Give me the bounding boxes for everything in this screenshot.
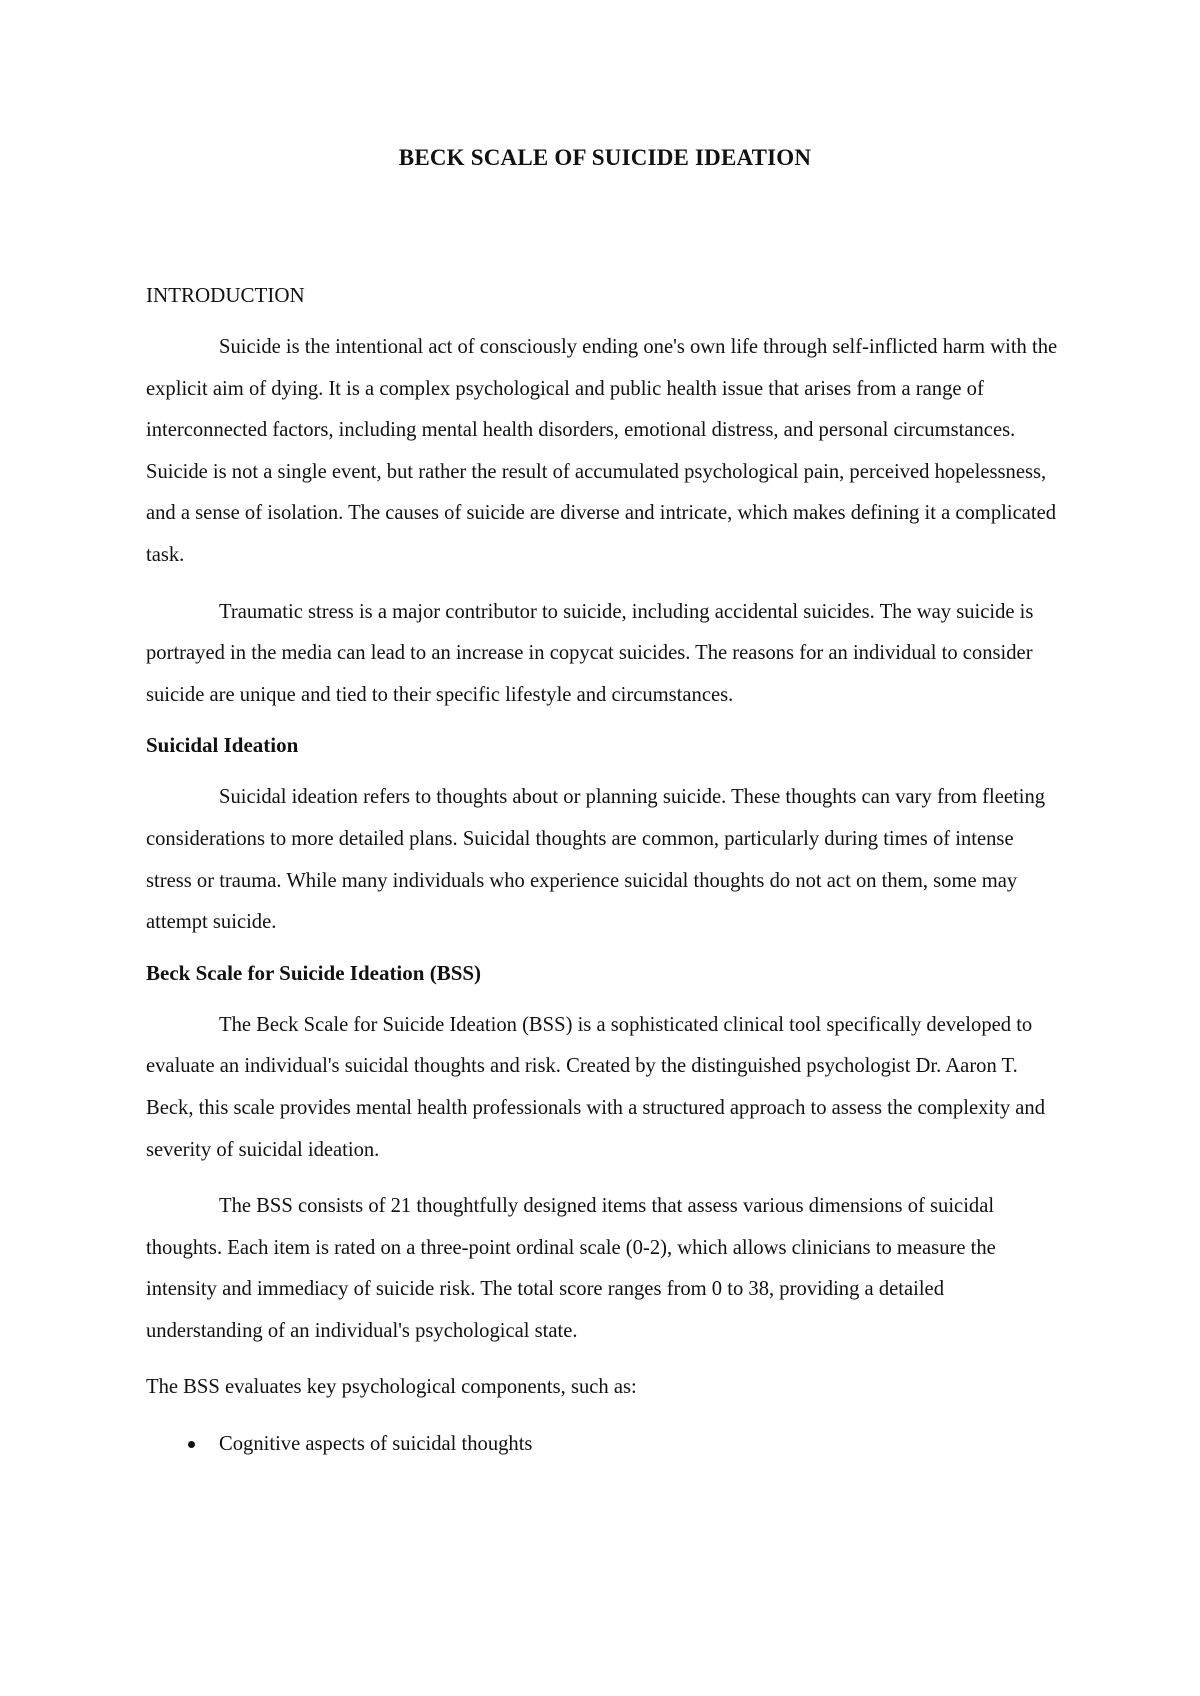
paragraph: Suicidal ideation refers to thoughts about or planning suicide. These thoughts can vary from fleeting considerations to more detailed plans. Suicidal thoughts are common, particularly during times of intense stress or trauma. While many individuals who experience suicidal thoughts do not act on them, some may attempt suicide. xyxy=(146,786,1046,934)
section-heading-suicidal-ideation: Suicidal Ideation xyxy=(146,733,299,758)
section-heading-introduction: INTRODUCTION xyxy=(146,283,305,307)
list-item xyxy=(146,1424,1064,1466)
section-heading-bss: Beck Scale for Suicide Ideation (BSS) xyxy=(146,960,482,985)
document-body xyxy=(146,143,1064,1466)
paragraph: Suicide is the intentional act of consciously ending one's own life through self-inflicted harm with the explicit aim of dying. It is a complex psychological and public health issue that arises from a range of interconnected factors, including mental health disorders, emotional distress, and personal circumstances. Suicide is not a single event, but rather the result of accumulated psychological pain, perceived hopelessness, and a sense of isolation. The causes of suicide are diverse and intricate, which makes defining it a complicated task. xyxy=(146,336,1058,566)
list-item-text: Cognitive aspects of suicidal thoughts xyxy=(219,1433,533,1456)
document-title: BECK SCALE OF SUICIDE IDEATION xyxy=(398,145,812,170)
paragraph: The BSS consists of 21 thoughtfully designed items that assess various dimensions of suicidal thoughts. Each item is rated on a three-point ordinal scale (0-2), which allows clinicians to measure the intensity and immediacy of suicide risk. The total score ranges from 0 to 38, providing a detailed understanding of an individual's psychological state. xyxy=(146,1195,996,1342)
bullet-list xyxy=(146,1424,1064,1466)
paragraph: Traumatic stress is a major contributor to suicide, including accidental suicides. The way suicide is portrayed in the media can lead to an increase in copycat suicides. The reasons for an individual to consider suicide are unique and tied to their specific lifestyle and circumstances. xyxy=(146,600,1034,706)
list-lead-in: The BSS evaluates key psychological components, such as: xyxy=(146,1376,637,1399)
paragraph: The Beck Scale for Suicide Ideation (BSS) is a sophisticated clinical tool specifically developed to evaluate an individual's suicidal thoughts and risk. Created by the distinguished psychologist Dr. Aaron T. Beck, this scale provides mental health professionals with a structured approach to assess the complexity and severity of suicidal ideation. xyxy=(146,1013,1046,1161)
bullet-icon xyxy=(188,1441,195,1448)
